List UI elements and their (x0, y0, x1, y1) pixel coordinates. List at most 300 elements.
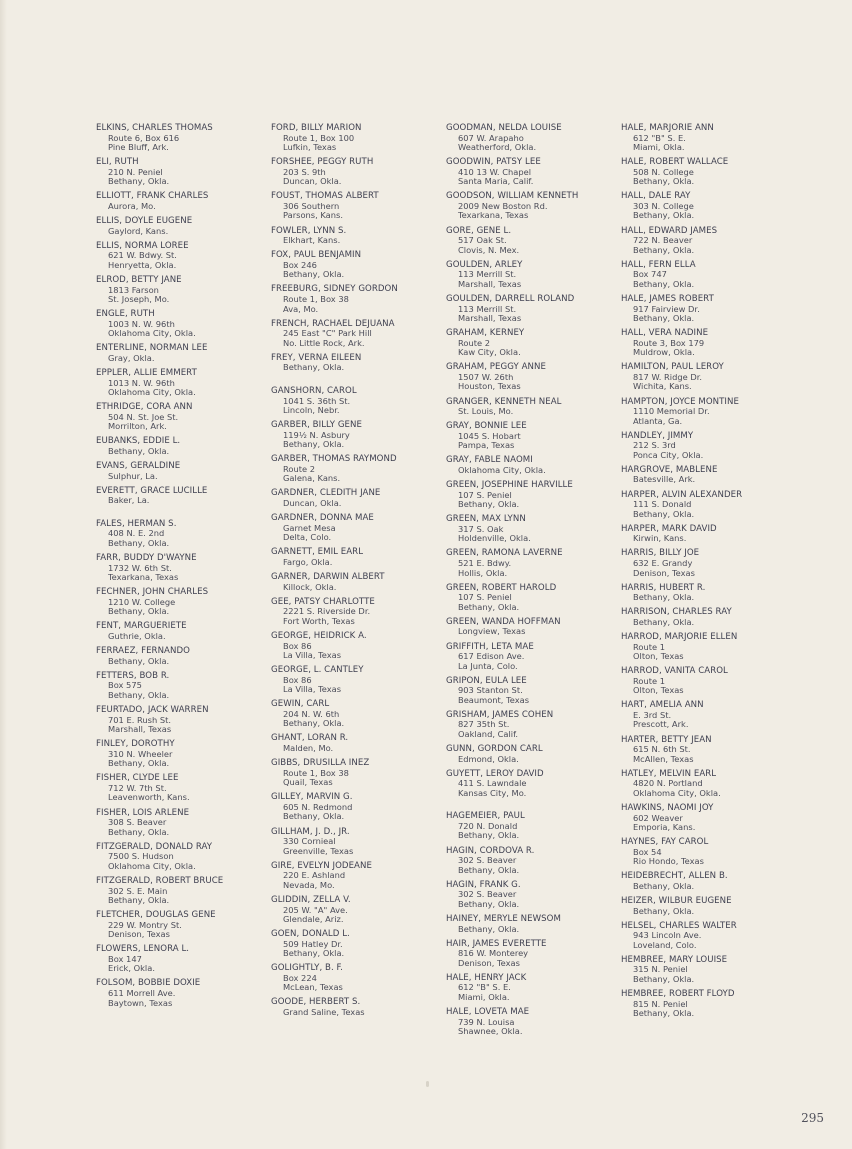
directory-entry (96, 275, 266, 305)
entry-name: GOULDEN, DARRELL ROLAND (446, 293, 575, 304)
entry-city: Holdenville, Okla. (458, 533, 531, 544)
entry-address: 113 Merrill St. (458, 269, 517, 280)
entry-city: Bethany, Okla. (458, 923, 520, 934)
directory-entry (621, 191, 799, 221)
entry-name: HAMILTON, PAUL LEROY (621, 362, 724, 373)
page-number: 295 (801, 1111, 824, 1125)
directory-entry (96, 436, 266, 456)
entry-city: Pampa, Texas (458, 440, 515, 451)
directory-entry (621, 157, 799, 187)
student-directory (0, 123, 852, 1083)
directory-entry (96, 486, 266, 506)
directory-entry (621, 294, 799, 324)
directory-entry (96, 519, 266, 549)
directory-entry (446, 939, 618, 969)
entry-city: Fargo, Okla. (283, 556, 333, 567)
entry-name: GEORGE, L. CANTLEY (271, 665, 364, 676)
directory-entry (446, 744, 618, 764)
entry-address: 210 N. Peniel (108, 166, 163, 177)
entry-name: HALL, VERA NADINE (621, 328, 709, 339)
entry-name: GIRE, EVELYN JODEANE (271, 860, 372, 871)
directory-entry (621, 837, 799, 867)
entry-city: McLean, Texas (283, 982, 343, 993)
entry-name: GUYETT, LEROY DAVID (446, 768, 544, 779)
entry-city: Killock, Okla. (283, 581, 337, 592)
directory-entry (271, 157, 443, 187)
entry-city: Bethany, Okla. (458, 830, 520, 841)
entry-name: GILLHAM, J. D., JR. (271, 826, 350, 837)
entry-address: Route 1, Box 38 (283, 294, 349, 305)
entry-name: GARDNER, CLEDITH JANE (271, 488, 381, 499)
entry-address: 303 N. College (633, 200, 694, 211)
entry-name: FOLSOM, BOBBIE DOXIE (96, 978, 201, 989)
entry-city: Parsons, Kans. (283, 210, 343, 221)
entry-address: 203 S. 9th (283, 166, 326, 177)
directory-entry (621, 226, 799, 256)
entry-city: Bethany, Okla. (283, 439, 345, 450)
entry-address: 521 E. Bdwy. (458, 558, 512, 569)
entry-name: FREY, VERNA EILEEN (271, 352, 362, 363)
entry-city: Kansas City, Mo. (458, 787, 527, 798)
entry-name: GILLEY, MARVIN G. (271, 792, 353, 803)
directory-entry (271, 792, 443, 822)
entry-name: ELLIS, NORMA LOREE (96, 240, 189, 251)
directory-entry (446, 642, 618, 672)
directory-entry (96, 402, 266, 432)
entry-city: Beaumont, Texas (458, 694, 530, 705)
directory-entry (271, 572, 443, 592)
entry-name: FOX, PAUL BENJAMIN (271, 250, 362, 261)
entry-address: 508 N. College (633, 166, 694, 177)
directory-entry (446, 362, 618, 392)
entry-city: Muldrow, Okla. (633, 347, 695, 358)
entry-address: 739 N. Louisa (458, 1016, 515, 1027)
entry-city: Olton, Texas (633, 685, 684, 696)
entry-city: Bethany, Okla. (108, 655, 170, 666)
entry-city: Houston, Texas (458, 381, 521, 392)
entry-city: Henryetta, Okla. (108, 259, 177, 270)
entry-name: GREEN, ROBERT HAROLD (446, 582, 557, 593)
entry-address: 712 W. 7th St. (108, 782, 167, 793)
entry-name: GRISHAM, JAMES COHEN (446, 709, 554, 720)
entry-name: HELSEL, CHARLES WALTER (621, 920, 737, 931)
directory-entry (271, 319, 443, 349)
directory-entry (271, 386, 443, 416)
directory-entry (621, 632, 799, 662)
entry-city: Miami, Okla. (458, 991, 510, 1002)
entry-address: 310 N. Wheeler (108, 748, 173, 759)
entry-name: HAWKINS, NAOMI JOY (621, 802, 714, 813)
entry-address: Box 224 (283, 972, 317, 983)
entry-name: GOEN, DONALD L. (271, 929, 350, 940)
directory-entry (446, 846, 618, 876)
entry-name: GARBER, BILLY GENE (271, 420, 362, 431)
directory-entry (446, 548, 618, 578)
entry-name: GRANGER, KENNETH NEAL (446, 396, 562, 407)
entry-address: 245 East "C" Park Hill (283, 328, 372, 339)
entry-address: 621 W. Bdwy. St. (108, 250, 177, 261)
entry-city: Aurora, Mo. (108, 200, 156, 211)
entry-address: 212 S. 3rd (633, 440, 676, 451)
directory-entry (271, 699, 443, 729)
entry-city: Longview, Texas (458, 626, 526, 637)
entry-name: HAIR, JAMES EVERETTE (446, 938, 547, 949)
entry-address: 119½ N. Asbury (283, 429, 350, 440)
entry-name: GHANT, LORAN R. (271, 733, 349, 744)
entry-city: Ponca City, Okla. (633, 449, 704, 460)
entry-name: HEMBREE, ROBERT FLOYD (621, 989, 735, 1000)
entry-name: GANSHORN, CAROL (271, 385, 357, 396)
entry-name: GLIDDIN, ZELLA V. (271, 894, 351, 905)
directory-entry (271, 861, 443, 891)
entry-address: 205 W. "A" Ave. (283, 904, 348, 915)
entry-address: 315 N. Peniel (633, 964, 688, 975)
directory-entry (96, 309, 266, 339)
directory-entry (96, 671, 266, 701)
entry-city: Bethany, Okla. (108, 895, 170, 905)
entry-address: 615 N. 6th St. (633, 744, 691, 755)
entry-name: HAYNES, FAY CAROL (621, 837, 709, 848)
entry-name: FECHNER, JOHN CHARLES (96, 587, 209, 598)
entry-address: 602 Weaver (633, 812, 683, 823)
entry-city: Clovis, N. Mex. (458, 244, 520, 255)
entry-city: Galena, Kans. (283, 473, 341, 484)
entry-name: FEURTADO, JACK WARREN (96, 704, 209, 715)
entry-name: FRENCH, RACHAEL DEJUANA (271, 318, 395, 329)
entry-city: Duncan, Okla. (283, 176, 342, 187)
entry-address: 517 Oak St. (458, 235, 507, 246)
entry-address: 220 E. Ashland (283, 870, 346, 881)
entry-name: ENGLE, RUTH (96, 309, 155, 320)
entry-name: ELLIOTT, FRANK CHARLES (96, 191, 209, 202)
entry-name: HALL, FERN ELLA (621, 259, 696, 270)
entry-name: HARPER, MARK DAVID (621, 523, 717, 534)
directory-entry (96, 191, 266, 211)
directory-entry (96, 461, 266, 481)
entry-city: Olton, Texas (633, 651, 684, 662)
directory-entry (621, 548, 799, 578)
directory-entry (446, 294, 618, 324)
entry-name: FALES, HERMAN S. (96, 518, 177, 529)
entry-name: HEIDEBRECHT, ALLEN B. (621, 871, 728, 882)
directory-entry (446, 914, 618, 934)
directory-entry (96, 910, 266, 940)
entry-city: Texarkana, Texas (458, 210, 529, 221)
directory-entry (621, 989, 799, 1019)
entry-address: 701 E. Rush St. (108, 714, 172, 725)
entry-name: FITZGERALD, ROBERT BRUCE (96, 875, 224, 886)
entry-name: HALE, MARJORIE ANN (621, 123, 714, 133)
entry-address: Box 575 (108, 680, 142, 691)
entry-address: 817 W. Ridge Dr. (633, 371, 703, 382)
entry-name: HARROD, VANITA CAROL (621, 666, 728, 677)
directory-entry (96, 646, 266, 666)
entry-city: Greenville, Texas (283, 845, 354, 856)
entry-address: 107 S. Peniel (458, 592, 512, 603)
entry-city: Oklahoma City, Okla. (108, 860, 196, 871)
entry-city: La Villa, Texas (283, 650, 342, 660)
directory-entry (96, 705, 266, 735)
entry-name: HALE, ROBERT WALLACE (621, 157, 729, 168)
entry-name: GOODSON, WILLIAM KENNETH (446, 191, 579, 202)
directory-entry (96, 216, 266, 236)
entry-name: HALE, JAMES ROBERT (621, 293, 714, 304)
directory-entry (271, 513, 443, 543)
entry-city: Grand Saline, Texas (283, 1007, 365, 1018)
entry-city: Kirwin, Kans. (633, 533, 687, 544)
entry-name: HARRIS, HUBERT R. (621, 582, 706, 593)
entry-city: Bethany, Okla. (108, 176, 170, 187)
entry-address: 612 "B" S. E. (633, 132, 686, 143)
directory-entry (271, 547, 443, 567)
entry-address: 605 N. Redmond (283, 801, 353, 812)
entry-city: Bethany, Okla. (108, 826, 170, 837)
entry-address: 917 Fairview Dr. (633, 303, 700, 314)
directory-entry (271, 997, 443, 1017)
directory-entry (446, 769, 618, 799)
directory-entry (446, 811, 618, 841)
entry-name: GOLIGHTLY, B. F. (271, 963, 343, 974)
entry-name: HAINEY, MERYLE NEWSOM (446, 913, 561, 924)
entry-name: ETHRIDGE, CORA ANN (96, 402, 193, 413)
directory-entry (621, 700, 799, 730)
entry-city: Glendale, Ariz. (283, 914, 344, 924)
entry-city: Hollis, Okla. (458, 567, 508, 578)
entry-name: FINLEY, DOROTHY (96, 739, 175, 750)
entry-city: Gray, Okla. (108, 352, 155, 363)
entry-address: 302 S. Beaver (458, 889, 517, 900)
entry-city: Denison, Texas (108, 929, 170, 940)
entry-city: Pine Bluff, Ark. (108, 142, 169, 153)
directory-entry (446, 123, 618, 153)
entry-city: Bethany, Okla. (108, 758, 170, 769)
entry-address: Route 3, Box 179 (633, 337, 705, 348)
entry-address: Route 1, Box 100 (283, 132, 355, 143)
directory-entry (621, 735, 799, 765)
directory-entry (271, 250, 443, 280)
entry-name: FETTERS, BOB R. (96, 670, 170, 681)
entry-city: Kaw City, Okla. (458, 347, 521, 358)
entry-city: Bethany, Okla. (633, 313, 695, 324)
directory-entry (621, 871, 799, 891)
entry-city: Bethany, Okla. (633, 592, 695, 603)
entry-city: Atlanta, Ga. (633, 415, 683, 426)
entry-city: Bethany, Okla. (633, 905, 695, 916)
directory-entry (271, 454, 443, 484)
entry-name: FISHER, LOIS ARLENE (96, 807, 190, 818)
directory-column-3 (446, 123, 618, 1041)
entry-address: 612 "B" S. E. (458, 982, 511, 993)
entry-name: GOULDEN, ARLEY (446, 259, 523, 270)
entry-address: 504 N. St. Joe St. (108, 411, 179, 422)
paper-smudge (426, 1081, 429, 1087)
entry-city: Marshall, Texas (458, 278, 522, 289)
entry-address: 722 N. Beaver (633, 235, 693, 246)
entry-name: GOODMAN, NELDA LOUISE (446, 123, 562, 133)
entry-city: Bethany, Okla. (108, 537, 170, 548)
entry-address: 408 N. E. 2nd (108, 528, 165, 539)
entry-address: Route 1, Box 38 (283, 767, 349, 778)
directory-entry (621, 362, 799, 392)
directory-entry (96, 944, 266, 974)
directory-entry (621, 123, 799, 153)
entry-city: Texarkana, Texas (108, 572, 179, 583)
entry-address: 632 E. Grandy (633, 558, 693, 569)
entry-city: Sulphur, La. (108, 470, 158, 481)
entry-city: Bethany, Okla. (108, 606, 170, 617)
entry-address: Garnet Mesa (283, 522, 336, 533)
entry-city: Bethany, Okla. (458, 601, 520, 612)
entry-address: 827 35th St. (458, 719, 510, 730)
directory-entry (271, 191, 443, 221)
directory-entry (96, 808, 266, 838)
directory-entry (271, 123, 443, 153)
entry-city: Oklahoma City, Okla. (458, 464, 546, 475)
directory-entry (271, 827, 443, 857)
entry-name: ELKINS, CHARLES THOMAS (96, 123, 213, 133)
entry-city: Fort Worth, Texas (283, 615, 355, 626)
entry-name: GARNETT, EMIL EARL (271, 547, 364, 558)
entry-city: Bethany, Okla. (458, 499, 520, 510)
entry-city: Emporia, Kans. (633, 822, 696, 833)
entry-name: FLETCHER, DOUGLAS GENE (96, 910, 216, 921)
directory-entry (446, 583, 618, 613)
entry-city: Prescott, Ark. (633, 719, 689, 730)
entry-name: FARR, BUDDY D'WAYNE (96, 553, 197, 564)
directory-entry (96, 553, 266, 583)
entry-city: Nevada, Mo. (283, 879, 335, 890)
entry-address: Route 2 (283, 463, 316, 474)
directory-column-1 (96, 123, 266, 1013)
entry-name: FITZGERALD, DONALD RAY (96, 841, 213, 852)
entry-city: Bethany, Okla. (633, 1008, 695, 1019)
entry-address: Box 147 (108, 953, 142, 964)
entry-address: 410 13 W. Chapel (458, 166, 532, 177)
directory-entry (621, 896, 799, 916)
directory-entry (621, 921, 799, 951)
entry-address: 509 Hatley Dr. (283, 938, 343, 949)
directory-entry (96, 621, 266, 641)
entry-city: Bethany, Okla. (633, 176, 695, 187)
entry-city: Miami, Okla. (633, 142, 685, 153)
entry-address: 107 S. Peniel (458, 489, 512, 500)
entry-name: HAGIN, CORDOVA R. (446, 845, 535, 856)
directory-entry (446, 710, 618, 740)
directory-entry (271, 353, 443, 373)
entry-city: Bethany, Okla. (633, 508, 695, 519)
directory-entry (96, 842, 266, 872)
entry-name: GARDNER, DONNA MAE (271, 513, 374, 524)
directory-entry (621, 431, 799, 461)
directory-column-2 (271, 123, 443, 1022)
entry-name: HALL, DALE RAY (621, 191, 691, 202)
entry-name: HARPER, ALVIN ALEXANDER (621, 489, 743, 500)
entry-name: HAGEMEIER, PAUL (446, 811, 525, 822)
entry-address: 1507 W. 26th (458, 371, 514, 382)
entry-name: HARROD, MARJORIE ELLEN (621, 632, 738, 642)
entry-city: Oklahoma City, Okla. (108, 328, 196, 339)
entry-address: Route 1 (633, 675, 666, 686)
entry-city: Delta, Colo. (283, 532, 332, 543)
entry-name: HEMBREE, MARY LOUISE (621, 954, 728, 965)
entry-address: 229 W. Montry St. (108, 919, 182, 930)
entry-name: HARGROVE, MABLENE (621, 464, 718, 475)
entry-city: La Junta, Colo. (458, 660, 518, 671)
entry-city: Bethany, Okla. (108, 689, 170, 700)
entry-city: Marshall, Texas (108, 724, 172, 735)
directory-entry (621, 260, 799, 290)
entry-city: Baker, La. (108, 495, 150, 506)
entry-city: Denison, Texas (458, 957, 520, 968)
directory-entry (271, 226, 443, 246)
directory-entry (621, 465, 799, 485)
entry-address: Box 54 (633, 846, 662, 857)
entry-city: Shawnee, Okla. (458, 1026, 523, 1037)
directory-entry (96, 978, 266, 1008)
directory-entry (96, 157, 266, 187)
entry-address: 1045 S. Hobart (458, 430, 521, 441)
entry-address: 1813 Farson (108, 284, 159, 295)
entry-name: FORSHEE, PEGGY RUTH (271, 157, 374, 168)
entry-address: Box 86 (283, 640, 312, 651)
directory-entry (271, 895, 443, 925)
directory-entry (446, 328, 618, 358)
entry-name: HEIZER, WILBUR EUGENE (621, 896, 732, 906)
entry-name: ELLIS, DOYLE EUGENE (96, 216, 193, 227)
directory-entry (96, 368, 266, 398)
entry-name: EVERETT, GRACE LUCILLE (96, 485, 208, 496)
directory-entry (271, 963, 443, 993)
directory-entry (621, 328, 799, 358)
entry-address: 113 Merrill St. (458, 303, 517, 314)
directory-entry (271, 665, 443, 695)
entry-name: EVANS, GERALDINE (96, 461, 181, 472)
entry-address: 611 Morrell Ave. (108, 988, 176, 999)
entry-city: Bethany, Okla. (633, 210, 695, 221)
entry-city: McAllen, Texas (633, 753, 694, 764)
entry-name: GRIFFITH, LETA MAE (446, 641, 534, 652)
entry-city: Bethany, Okla. (283, 362, 345, 373)
entry-address: 903 Stanton St. (458, 685, 523, 696)
entry-address: Route 6, Box 616 (108, 132, 180, 143)
entry-name: GRAHAM, PEGGY ANNE (446, 362, 546, 373)
entry-city: Lincoln, Nebr. (283, 405, 340, 415)
directory-entry (446, 397, 618, 417)
entry-name: GEE, PATSY CHARLOTTE (271, 596, 375, 607)
directory-entry (96, 876, 266, 906)
entry-name: FORD, BILLY MARION (271, 123, 362, 133)
entry-name: GOODE, HERBERT S. (271, 997, 361, 1008)
entry-name: GREEN, MAX LYNN (446, 514, 526, 525)
entry-city: Bethany, Okla. (633, 278, 695, 289)
entry-address: 1041 S. 36th St. (283, 395, 351, 406)
entry-address: 720 N. Donald (458, 820, 518, 831)
directory-entry (446, 480, 618, 510)
directory-entry (621, 955, 799, 985)
entry-name: GREEN, RAMONA LAVERNE (446, 548, 563, 559)
directory-entry (446, 617, 618, 637)
entry-name: HARRIS, BILLY JOE (621, 548, 700, 559)
entry-name: EPPLER, ALLIE EMMERT (96, 368, 197, 378)
entry-city: Bethany, Okla. (633, 244, 695, 255)
directory-entry (446, 157, 618, 187)
directory-column-4 (621, 123, 799, 1023)
entry-address: 1210 W. College (108, 596, 176, 607)
entry-address: 302 S. Beaver (458, 855, 517, 866)
directory-entry (621, 769, 799, 799)
entry-city: Duncan, Okla. (283, 498, 342, 509)
entry-city: Bethany, Okla. (283, 269, 345, 280)
